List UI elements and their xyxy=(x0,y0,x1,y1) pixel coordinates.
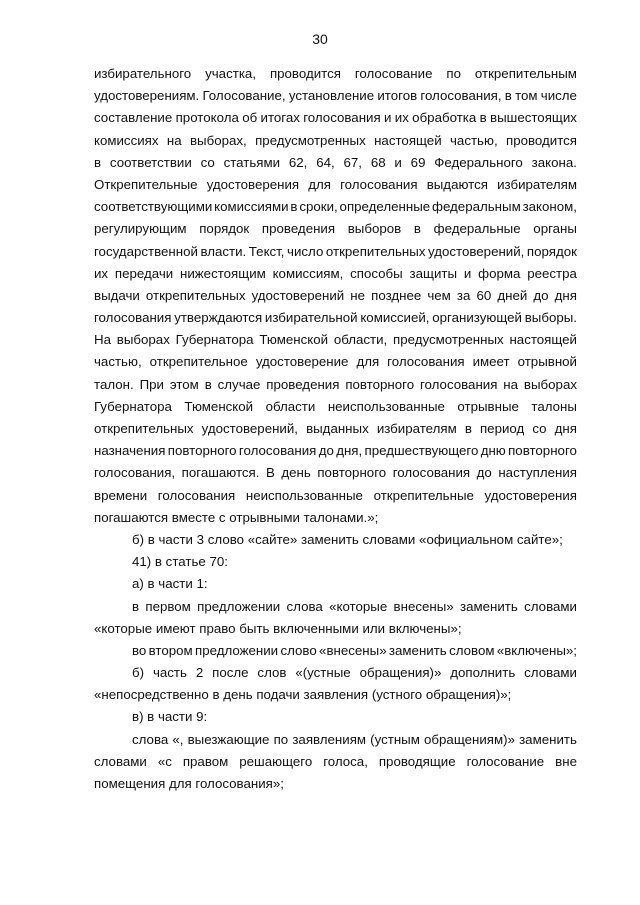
word: 62, xyxy=(288,154,308,170)
word: выдаются xyxy=(426,176,488,192)
word: слова xyxy=(286,598,323,614)
word: талон. xyxy=(94,376,134,392)
word: голосования xyxy=(392,465,471,481)
text-line xyxy=(94,418,577,440)
word: повторного xyxy=(167,443,237,459)
word: для xyxy=(308,176,331,192)
word: 64, xyxy=(316,154,335,170)
word: «включены»; xyxy=(496,642,577,658)
word: заявлениям xyxy=(292,731,367,747)
text-line xyxy=(94,307,577,329)
word: проводится xyxy=(269,66,341,81)
word: статьями xyxy=(223,154,281,170)
word: правом xyxy=(182,753,229,769)
word: открепительных xyxy=(325,243,426,259)
text-line xyxy=(94,85,577,107)
word: после xyxy=(212,665,249,681)
text-line xyxy=(94,640,577,662)
word: в xyxy=(504,88,512,104)
word: обработка xyxy=(412,110,477,126)
word: комиссиями xyxy=(214,199,289,215)
word: их xyxy=(94,265,109,281)
word: в xyxy=(204,376,212,392)
word: обращениям)» xyxy=(424,731,515,747)
word: словами xyxy=(524,598,577,614)
word: в xyxy=(132,598,140,614)
word: не xyxy=(350,287,366,303)
word: форма xyxy=(478,265,521,281)
word: для xyxy=(356,354,380,370)
text-line xyxy=(94,107,577,129)
word: голосования xyxy=(157,487,236,503)
word: выборов xyxy=(347,221,402,237)
word: повторного xyxy=(317,465,387,481)
word: удостоверения xyxy=(206,176,300,192)
word: вышестоящих xyxy=(490,110,577,126)
word: реестра xyxy=(527,265,577,281)
word: голосования xyxy=(94,310,172,326)
word: в xyxy=(290,199,298,215)
word: передачи xyxy=(114,265,174,281)
word: предусмотренных xyxy=(255,132,366,148)
word: период xyxy=(479,421,525,436)
text-line xyxy=(94,329,577,351)
text-line: «которые имеют право быть включенными или включены»; xyxy=(94,620,462,636)
word: талоны xyxy=(531,398,577,414)
text-line: а) в части 1: xyxy=(132,576,208,592)
word: открепительных xyxy=(94,421,194,436)
word: федеральные xyxy=(433,221,521,237)
word: выданных xyxy=(306,421,369,436)
word: избирателям xyxy=(497,176,577,192)
word: В xyxy=(265,465,275,481)
word: наступления xyxy=(498,465,577,481)
word: за xyxy=(456,287,471,303)
word: в xyxy=(479,110,487,126)
word: способы xyxy=(350,265,403,281)
word: соответствующими xyxy=(94,199,213,215)
word: Текст, xyxy=(248,243,285,259)
text-line xyxy=(94,152,577,174)
word: Губернатора xyxy=(175,332,254,348)
text-line xyxy=(94,396,577,418)
word: 60 xyxy=(476,287,492,303)
word: слов xyxy=(257,665,287,681)
text-line xyxy=(94,729,577,751)
word: голосования xyxy=(340,176,418,192)
word: дня xyxy=(554,421,577,436)
word: (устным xyxy=(370,731,420,747)
text-line xyxy=(94,241,577,263)
word: выборах xyxy=(116,332,170,348)
word: удостоверениям. xyxy=(94,88,200,104)
word: голосования xyxy=(303,110,381,126)
word: области xyxy=(265,398,316,414)
word: их xyxy=(394,110,409,126)
word: Открепительные xyxy=(94,176,198,192)
word: избирательного xyxy=(94,66,192,81)
word: области, xyxy=(333,332,388,348)
text-line xyxy=(94,285,577,307)
word: Тюменской xyxy=(259,332,329,348)
word: слово xyxy=(280,642,317,658)
word: назначения xyxy=(94,443,166,459)
word: 2 xyxy=(195,665,204,681)
word: обращения)» xyxy=(359,665,442,681)
document-body xyxy=(94,63,577,795)
word: проведения xyxy=(261,221,336,237)
word: избирательной xyxy=(264,310,358,326)
word: голосования xyxy=(238,443,317,459)
text-line: помещения для голосования»; xyxy=(94,776,284,791)
text-line: погашаются вместе с отрывными талонами.»; xyxy=(94,509,379,525)
word: выдачи xyxy=(94,287,140,303)
word: времени xyxy=(94,487,148,503)
word: удостоверений xyxy=(251,287,345,303)
word: итогов xyxy=(377,88,418,104)
word: до xyxy=(318,443,334,459)
word: 69 xyxy=(410,154,426,170)
word: до xyxy=(476,465,492,481)
page-number: 30 xyxy=(312,31,328,47)
word: частью, xyxy=(94,354,142,370)
word: определенные xyxy=(339,199,431,215)
word: имеет xyxy=(472,354,510,370)
word: «внесены» xyxy=(319,642,387,658)
word: комиссиях xyxy=(94,132,159,148)
word: заменить xyxy=(460,598,518,614)
text-line xyxy=(94,218,577,240)
word: со xyxy=(532,421,547,436)
word: внесены» xyxy=(393,598,454,614)
word: случае xyxy=(217,376,261,392)
word: об xyxy=(242,110,258,126)
word: во xyxy=(132,642,147,658)
word: На xyxy=(94,332,111,348)
word: на xyxy=(166,132,182,148)
word: дополнить xyxy=(450,665,516,681)
text-line xyxy=(94,63,577,85)
word: «с xyxy=(157,753,172,769)
word: настоящей xyxy=(374,132,442,148)
text-line xyxy=(94,596,577,618)
text-line: б) в части 3 слово «сайте» заменить словами «официальном сайте»; xyxy=(132,531,563,547)
word: отрывной xyxy=(517,354,577,370)
word: и xyxy=(463,265,472,281)
word: предшествующего xyxy=(364,443,479,459)
word: удостоверений, xyxy=(201,421,298,436)
word: комиссией, xyxy=(360,310,430,326)
word: При xyxy=(139,376,164,392)
word: неиспользованные xyxy=(327,398,445,414)
word: итогах xyxy=(260,110,300,126)
word: органы xyxy=(533,221,577,237)
word: регулирующим xyxy=(94,221,187,237)
word: выборы. xyxy=(524,310,577,326)
word: б) xyxy=(132,665,145,681)
word: голосование xyxy=(354,66,433,81)
word: удостоверение xyxy=(255,354,349,370)
word: день xyxy=(281,465,311,481)
word: 67, xyxy=(343,154,362,170)
word: частью, xyxy=(450,132,498,148)
word: повторного xyxy=(345,376,415,392)
word: участка, xyxy=(205,66,257,81)
word: проводящие xyxy=(378,753,456,769)
word: слова xyxy=(132,731,169,747)
word: комиссиям, xyxy=(272,265,344,281)
word: «(устные xyxy=(295,665,351,681)
word: заменить xyxy=(388,642,447,658)
word: этом xyxy=(169,376,199,392)
word: голосования, xyxy=(94,465,176,481)
word: словами xyxy=(524,665,577,681)
word: и xyxy=(394,154,402,170)
text-line xyxy=(94,662,577,684)
word: открепительных xyxy=(145,287,246,303)
text-line xyxy=(94,462,577,484)
word: со xyxy=(200,154,215,170)
word: предложении xyxy=(197,598,281,614)
text-line: 41) в статье 70: xyxy=(132,554,228,570)
word: порядок xyxy=(199,221,250,237)
word: предложении xyxy=(195,642,279,658)
word: открепительное xyxy=(149,354,248,370)
word: проводится xyxy=(506,132,577,148)
word: голосования xyxy=(419,376,498,392)
word: голосования, xyxy=(420,88,502,104)
word: выборах, xyxy=(189,132,247,148)
word: «, xyxy=(172,731,184,747)
text-line xyxy=(94,374,577,396)
word: организующей xyxy=(432,310,522,326)
text-line xyxy=(94,174,577,196)
word: голоса, xyxy=(323,753,368,769)
word: проведения xyxy=(266,376,340,392)
word: числе xyxy=(540,88,577,104)
word: защиты xyxy=(409,265,458,281)
word: власти. xyxy=(200,243,247,259)
word: голосование xyxy=(466,753,545,769)
word: дней xyxy=(497,287,528,303)
text-line xyxy=(94,351,577,373)
text-line xyxy=(94,263,577,285)
word: в xyxy=(94,154,102,170)
word: первом xyxy=(145,598,191,614)
text-line xyxy=(94,440,577,462)
word: дня xyxy=(554,287,577,303)
text-line xyxy=(94,485,577,507)
word: заменить xyxy=(519,731,577,747)
word: удостоверений, xyxy=(428,243,525,259)
word: утверждаются xyxy=(174,310,263,326)
word: дня, xyxy=(336,443,363,459)
word: втором xyxy=(148,642,193,658)
word: дню xyxy=(480,443,506,459)
word: выезжающие xyxy=(187,731,270,747)
text-line: в) в части 9: xyxy=(132,709,208,725)
word: предусмотренных xyxy=(393,332,504,348)
text-line xyxy=(94,130,577,152)
word: открепительные xyxy=(373,487,474,503)
word: в xyxy=(413,221,421,237)
word: государственной xyxy=(94,243,198,259)
word: словом xyxy=(449,642,495,658)
word: Голосование, xyxy=(202,88,286,104)
word: том xyxy=(515,88,538,104)
word: Тюменской xyxy=(184,398,254,414)
word: отрывные xyxy=(457,398,519,414)
word: число xyxy=(287,243,324,259)
word: решающего xyxy=(239,753,313,769)
word: неиспользованные xyxy=(245,487,363,503)
text-line xyxy=(94,196,577,218)
text-line xyxy=(94,751,577,773)
word: повторного xyxy=(508,443,577,459)
word: соответствии xyxy=(109,154,192,170)
word: открепительным xyxy=(474,66,577,81)
word: закона. xyxy=(531,154,577,170)
word: протокола xyxy=(175,110,239,126)
word: в xyxy=(464,421,472,436)
word: до xyxy=(533,287,549,303)
word: установление xyxy=(288,88,375,104)
text-line: «непосредственно в день подачи заявления (устного обращения)»; xyxy=(94,687,512,703)
word: федеральным xyxy=(432,199,521,215)
word: 68 xyxy=(370,154,386,170)
word: порядок xyxy=(526,243,577,259)
word: вне xyxy=(555,753,577,769)
word: настоящей xyxy=(509,332,577,348)
word: «которые xyxy=(329,598,388,614)
word: законом, xyxy=(522,199,577,215)
word: позднее xyxy=(371,287,422,303)
word: удостоверения xyxy=(484,487,577,503)
word: выборах xyxy=(523,376,577,392)
word: Губернатора xyxy=(94,398,172,414)
word: погашаются. xyxy=(181,465,260,481)
word: и xyxy=(384,110,392,126)
word: составление xyxy=(94,110,173,126)
word: нижестоящим xyxy=(180,265,266,281)
word: по xyxy=(273,731,289,747)
word: сроки, xyxy=(299,199,338,215)
word: избирателям xyxy=(376,421,457,436)
word: часть xyxy=(152,665,187,681)
word: чем xyxy=(427,287,451,303)
word: по xyxy=(446,66,461,81)
word: на xyxy=(503,376,519,392)
word: Федерального xyxy=(434,154,523,170)
word: голосования xyxy=(387,354,465,370)
word: словами xyxy=(94,753,147,769)
